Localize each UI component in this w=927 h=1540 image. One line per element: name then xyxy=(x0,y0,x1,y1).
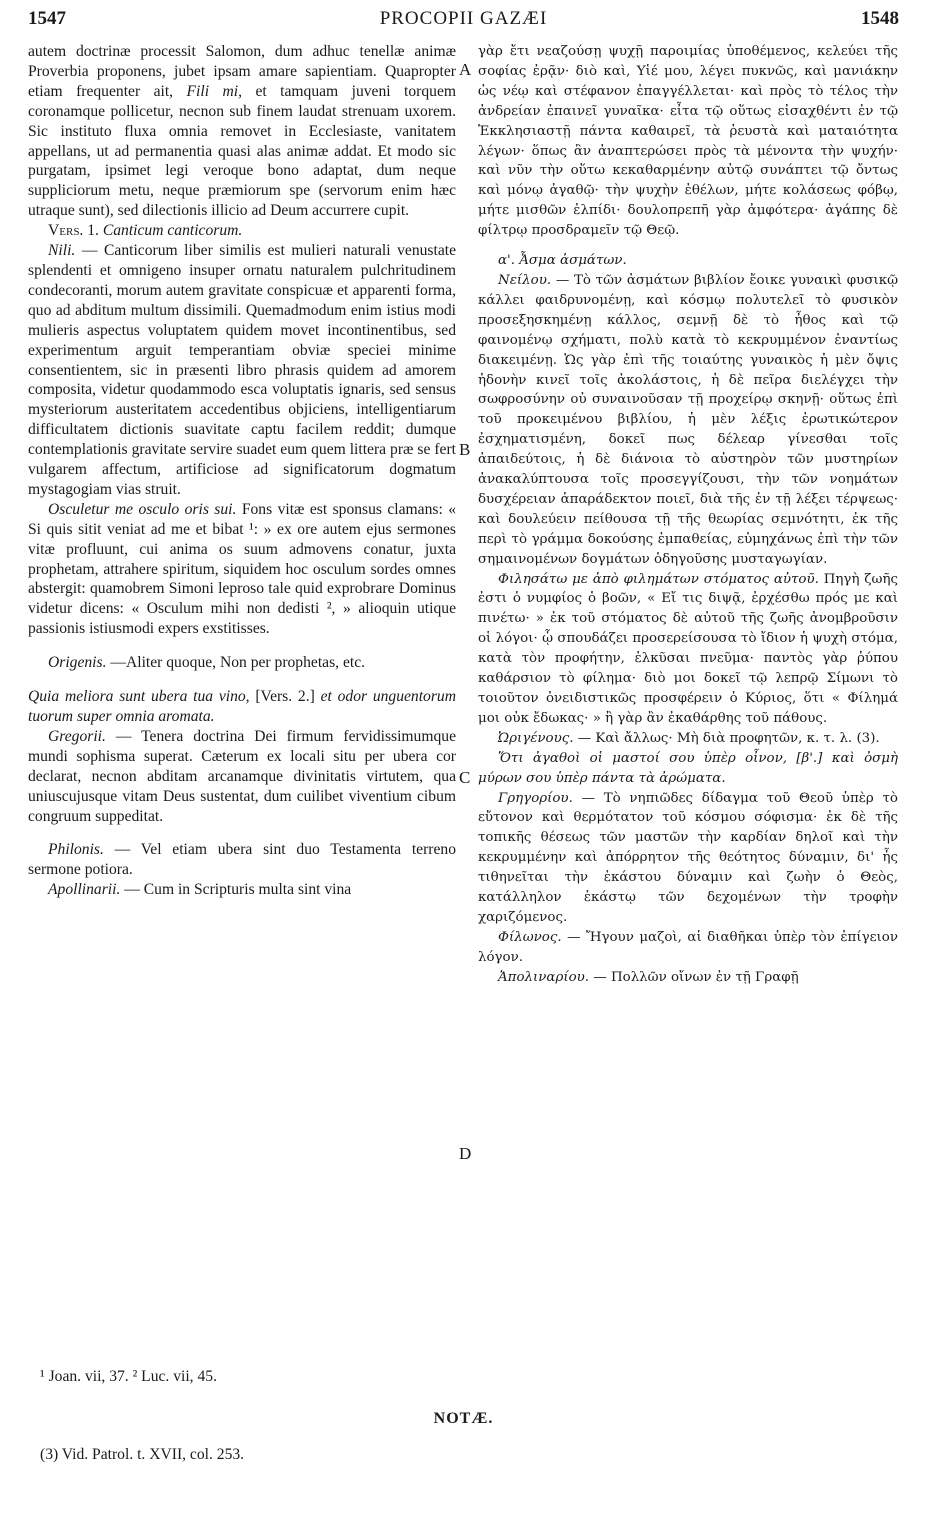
greek-paragraph: Φιλησάτω με ἀπὸ φιλημάτων στόματος αὐτοῦ. Πηγὴ ζωῆς ἐστι ὁ νυμφίος ὁ βοῶν, « Εἴ τις διψᾷ, ἐρχέσθω πρός με καὶ πινέτω· » ἐκ τοῦ στόματος δὲ αὐτοῦ τῆς ζωῆς ἀνομβροῦσιν οἱ λόγοι· ᾧ σπουδάζει προσερείσουσα τὸ ἴδιον ἡ ψυχὴ στόμα, κατὰ τὸν προφήτην, ἑλκῦσαι πνεῦμα· παντὸς γὰρ ῥύπου καθάρσιον τὸ φίλημα· διὸ μοι δοκεῖ τῷ λεπρῷ Σίμωνι τὸ τοιοῦτον ὀνειδιστικῶς προσφέρειν ὁ Κύριος, ὅτι « Φίλημά μοι οὐκ ἔδωκας· » ἢ γὰρ ἂν ἐκαθάρθης τοῦ πάθους. xyxy=(478,571,898,726)
latin-paragraph: Gregorii. — Tenera doctrina Dei firmum fervidissimumque mundi sophisma superat. Cæterum ex locali situ per ubera cor declarat, necnon abditam arcanamque divinitatis virtutem, qua uniuscujusque vitam Deus sustentat, dum cuilibet viventium cibum congruum suppeditat. xyxy=(28,727,456,825)
latin-paragraph: Nili. — Canticorum liber similis est mulieri naturali venustate splendenti et omnigeno insuper ornatu naturalem pulchritudinem condecoranti, morum autem gravitate conspicuæ et apparenti forma, quo ad abditum multum dissimili. Quemadmodum enim istius modi mulieris aspectus voluptatem quidem movet incontinentibus, sed experimentum arguit temperantiam obviæ speciei minime consentientem, sic in præsenti libro phrasis quidem ad amorem composita, videtur quodammodo esca voluptatis ignaris, sed sensus mysteriorum austeritatem accedentibus objiciens, intelligentiarum difficultatem dictionis suavitate captu facilem reddit; dumque contemplationis gravitate servire suadet eum quem littera præ se fert vulgarem affectum, artificiose ad significatorum dogmatum mystagogiam vias struit. xyxy=(28,242,456,498)
greek-verse-heading: α'. Ἆσμα ἀσμάτων. xyxy=(498,253,627,269)
right-column-number: 1548 xyxy=(861,8,899,29)
latin-paragraph: autem doctrinæ processit Salomon, dum adhuc tenellæ animæ Proverbia proponens, jubet ipsam amare sapientiam. Quapropter etiam frequenter ait, Fili mi, et tamquam juveni torquem coronamque pollicetur, necnon sub finem laudat strenuam uxorem. Sic instituto fluxa omnia removet in Ecclesiaste, vanitatem appellans, ut ad permanentia quasi alas animæ addat. Et modo sic purgatam, ipsimet legi veroque bono adaptat, dum neque suppliciorum metu, neque præmiorum spe (servorum enim hæc utraque sunt), sed dilectionis illicio ad Deum accurrere cupit. xyxy=(28,43,457,220)
latin-column xyxy=(28,42,456,900)
note-3: (3) Vid. Patrol. t. XVII, col. 253. xyxy=(40,1446,245,1463)
footnotes: ¹ Joan. vii, 37. ² Luc. vii, 45. xyxy=(40,1368,217,1385)
greek-paragraph: Ἀπολιναρίου. — Πολλῶν οἴνων ἐν τῇ Γραφῇ xyxy=(498,969,799,985)
margin-letter-d: D xyxy=(459,1144,472,1163)
latin-paragraph: Osculetur me osculo oris sui. Fons vitæ est sponsus clamans: « Si quis sitit veniat ad me et bibat ¹: » ex ore autem ejus sermones vitæ profluunt, cui anima os suum admovens conatur, juxta prophetam, attrahere spiritum, siquidem hoc osculum sordes omnes abstergit: quamobrem Simoni leproso tale quid exprobrare Dominus videtur dicens: « Osculum mihi non dedisti ², » alioquin utique passionis istiusmodi expers exstitisses. xyxy=(28,500,457,638)
greek-paragraph: γὰρ ἔτι νεαζούσῃ ψυχῇ παροιμίας ὑποθέμενος, κελεύει τῆς σοφίας ἐρᾷν· διὸ καὶ, Υἱέ μου, λέγει πυκνῶς, καὶ μανιάκην ὡς νέῳ καὶ στέφανον ἐπαγγέλλεται· καὶ πρὸς τὸ τέλος τὴν ἀνδρείαν ἐπαινεῖ γυναῖκα· εἶτα τῷ οὕτως εἰσαχθέντι ἐν τῷ Ἐκκλησιαστῇ πάντα καθαιρεῖ, τὰ ῥευστὰ καὶ ματαιότητα λέγων· ὅπως ἂν ἀναπτερώσει πρὸς τὰ μένοντα τὴν ψυχήν· καὶ νῦν τὴν οὕτω κεκαθαρμένην αὐτῷ συνάπτει τῷ ὄντως καὶ μόνῳ ἀγαθῷ· τὴν ψυχὴν ἐθέλων, μήτε κολάσεως φόβῳ, μήτε μισθῶν ἐλπίδι· δουλοπρεπῆ γὰρ ἀμφότερα· ἀγάπης δὲ φίλτρῳ προσδραμεῖν τῷ Θεῷ. xyxy=(478,44,898,239)
latin-paragraph: Apollinarii. — Cum in Scripturis multa sint vina xyxy=(48,881,352,899)
latin-paragraph: Origenis. —Aliter quoque, Non per prophetas, etc. xyxy=(48,654,366,672)
running-header xyxy=(28,8,899,38)
margin-letter-b: B xyxy=(459,440,471,459)
margin-letter-c: C xyxy=(459,768,471,787)
greek-paragraph: Ὠριγένους. — Καὶ ἄλλως· Μὴ διὰ προφητῶν, κ. τ. λ. (3). xyxy=(498,730,880,746)
greek-verse-heading: Ὅτι ἀγαθοὶ οἱ μαστοί σου ὑπὲρ οἶνον, [β'.] καὶ ὀσμὴ μύρων σου ὑπὲρ πάντα τὰ ἀρώματα. xyxy=(478,750,898,786)
margin-letter-a: A xyxy=(459,60,472,79)
greek-column xyxy=(478,42,898,988)
left-column-number: 1547 xyxy=(28,8,66,29)
notes-heading: NOTÆ. xyxy=(433,1410,494,1427)
latin-verse-heading: Vers. 1. Canticum canticorum. xyxy=(48,222,243,240)
latin-paragraph: Philonis. — Vel etiam ubera sint duo Testamenta terreno sermone potiora. xyxy=(28,841,456,879)
greek-paragraph: Φίλωνος. — Ἤγουν μαζοὶ, αἱ διαθῆκαι ὑπὲρ τὸν ἐπίγειον λόγον. xyxy=(478,929,898,965)
greek-paragraph: Νείλου. — Τὸ τῶν ἀσμάτων βιβλίον ἔοικε γυναικὶ φυσικῷ κάλλει φαιδρυνομένῃ, καὶ κόσμῳ πολυτελεῖ τὸ φυσικὸν προσεξησκημένῃ κάλλος, σεμνῇ δὲ τὸ ἦθος καὶ τῷ φαινομένῳ σχήματι, πολὺ κατὰ τὸ κεκρυμμένον ἐναντίως διακειμένῃ. Ὡς γὰρ ἐπὶ τῆς τοιαύτης γυναικὸς ἡ μὲν ὄψις ἡδονὴν κινεῖ τοῖς ἀκολάστοις, ἡ δὲ πεῖρα διελέγχει τὴν σωφροσύνην οὐ συναινοῦσαν τῇ προχείρῳ σκηνῇ· οὕτως ἐπὶ τοῦ προκειμένου βιβλίου, ἡ μὲν λέξις ἐρωτικώτερον ἐσχηματισμένη, δοκεῖ πως δέλεαρ γίνεσθαι τοῖς ἀπαιδεύτοις, ἡ δὲ διάνοια τὸ αὐστηρὸν τῶν μυστηρίων ἀνακαλύπτουσα τοῖς προσεγγίζουσι, τὴν τῶν νοημάτων δυσχέρειαν ἀπαράδεκτον ποιεῖ, διὰ τῆς ἐν τῇ λέξει τέρψεως· καὶ δουλεύειν πείθουσα τῇ τῆς θεωρίας σεμνότητι, ἐκ τῆς περὶ τὸ γράμμα δοκούσης ἐμπαθείας, εὐμηχάνως ἐπὶ τὴν τῶν σημαινομένων δογμάτων ὁδηγοῦσης μυσταγωγίαν. xyxy=(478,272,898,567)
running-title: PROCOPII GAZÆI xyxy=(379,8,548,29)
latin-verse-heading: Quia meliora sunt ubera tua vino, [Vers. 2.] et odor unguentorum tuorum super omnia aromata. xyxy=(28,688,456,725)
greek-paragraph: Γρηγορίου. — Τὸ νηπιῶδες δίδαγμα τοῦ Θεοῦ ὑπὲρ τὸ εὔτονον καὶ θερμότατον τοῦ κόσμου σόφισμα· ἐκ δὲ τῆς τοπικῆς θέσεως τῶν μαστῶν τὴν καρδίαν δηλοῖ καὶ τὴν κεκρυμμένην καὶ ἀπόρρητον τῆς θεότητος δύναμιν, δι' ἧς τιθηνεῖται τὴν ἑκάστου δύναμιν καὶ ζωὴν ὁ Θεὸς, κατάλληλον ἑκάστῳ τῶν δεχομένων τὴν τροφὴν χαριζόμενος. xyxy=(478,790,898,925)
